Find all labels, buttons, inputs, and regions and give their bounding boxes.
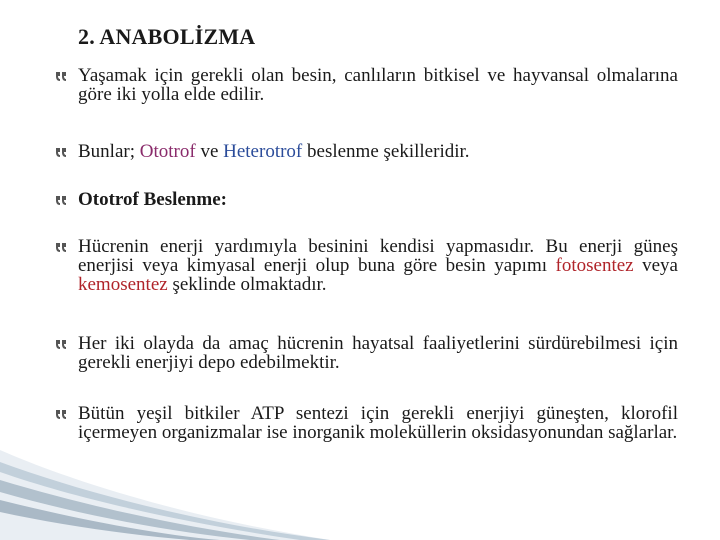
quote-bullet-icon: [54, 193, 68, 207]
bullet-item: [54, 237, 678, 294]
term-heterotrof: Heterotrof: [223, 141, 303, 162]
quote-bullet-icon: [54, 337, 68, 351]
term-kemosentez: kemosentez: [78, 274, 168, 295]
bullet-text: Hücrenin enerji yardımıyla besinini kendisi yapmasıdır. Bu enerji güneş enerjisi veya kimyasal enerji olup buna göre besin yapımı fotosentez veya kemosentez şeklinde olmaktadır.: [78, 236, 678, 295]
bullet-heading: Ototrof Beslenme:: [78, 189, 227, 210]
term-ototrof: Ototrof: [139, 141, 196, 162]
bullet-item: [54, 66, 678, 104]
quote-bullet-icon: [54, 240, 68, 254]
term-fotosentez: fotosentez: [555, 255, 634, 276]
bullet-item: [54, 190, 227, 209]
bullet-item: [54, 142, 470, 161]
bullet-item: [54, 334, 678, 372]
quote-bullet-icon: [54, 407, 68, 421]
slide-title: 2. ANABOLİZMA: [78, 24, 256, 49]
quote-bullet-icon: [54, 69, 68, 83]
decorative-swoosh: [0, 440, 720, 540]
bullet-text: Bunlar; Ototrof ve Heterotrof beslenme şekilleridir.: [78, 141, 470, 162]
bullet-text: Bütün yeşil bitkiler ATP sentezi için gerekli enerjiyi güneşten, klorofil içermeyen organizmalar ise inorganik moleküllerin oksidasyonundan sağlarlar.: [78, 403, 678, 443]
bullet-item: [54, 404, 678, 442]
quote-bullet-icon: [54, 145, 68, 159]
bullet-text: Yaşamak için gerekli olan besin, canlıların bitkisel ve hayvansal olmalarına göre iki yolla elde edilir.: [78, 65, 678, 105]
bullet-text: Her iki olayda da amaç hücrenin hayatsal faaliyetlerini sürdürebilmesi için gerekli enerjiyi depo edebilmektir.: [78, 333, 678, 373]
